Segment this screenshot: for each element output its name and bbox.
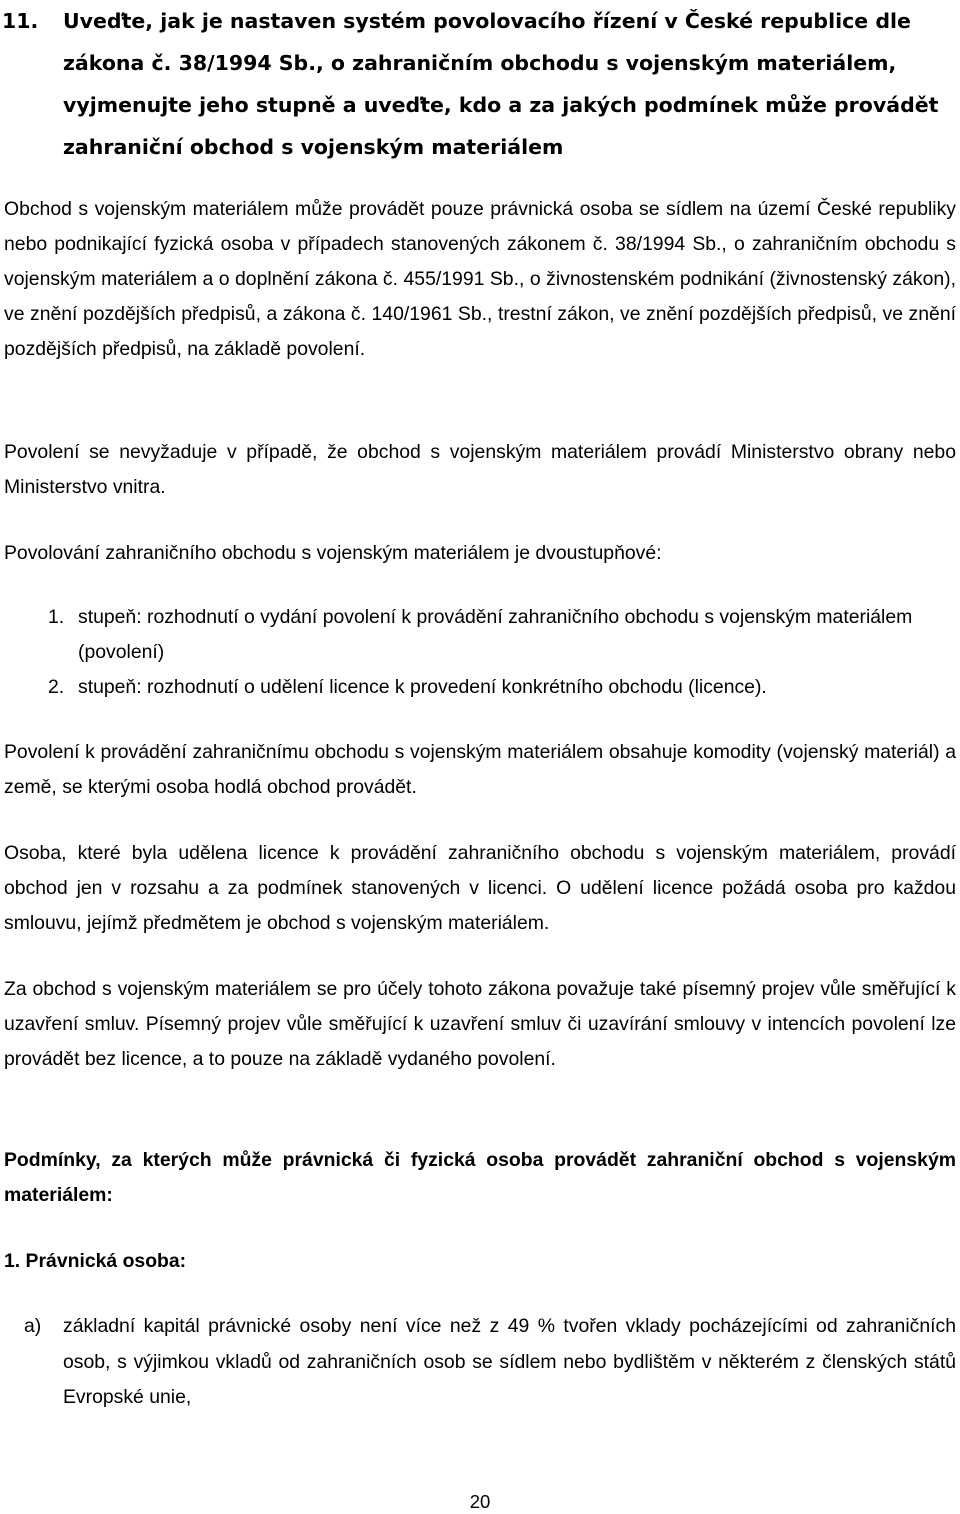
- heading-number: 11.: [2, 9, 39, 33]
- list-item-number: 2.: [48, 676, 65, 698]
- conditions-list: [24, 1309, 956, 1416]
- list-item: [48, 600, 956, 670]
- paragraph-legal-entity-heading: 1. Právnická osoba:: [4, 1250, 187, 1272]
- heading-text: Uveďte, jak je nastaven systém povolovacího řízení v České republice dle zákona č. 38/1994 Sb., o zahraničním obchodu s vojenským materiálem, vyjmenujte jeho stupně a uveďte, kdo a za jakých podmínek může provádět zahraniční obchod s vojenským materiálem: [63, 9, 939, 159]
- list-item-text: základní kapitál právnické osoby není více než z 49 % tvořen vklady pocházejícími od zahraničních osob, s výjimkou vkladů od zahraničních osob se sídlem nebo bydlištěm v některém z členských států Evropské unie,: [63, 1315, 956, 1408]
- paragraph-permit-content: Povolení k provádění zahraničnímu obchodu s vojenským materiálem obsahuje komodity (vojenský materiál) a země, se kterými osoba hodlá obchod provádět.: [4, 741, 956, 798]
- page-number: 20: [469, 1491, 491, 1512]
- stage-list: [48, 600, 956, 705]
- list-item-letter: a): [24, 1315, 42, 1337]
- list-item-number: 1.: [48, 606, 65, 628]
- paragraph-conditions-heading: Podmínky, za kterých může právnická či fyzická osoba provádět zahraniční obchod s vojenským materiálem:: [4, 1149, 956, 1206]
- paragraph-permit-exemption: Povolení se nevyžaduje v případě, že obchod s vojenským materiálem provádí Ministerstvo obrany nebo Ministerstvo vnitra.: [4, 441, 956, 498]
- list-item-text: stupeň: rozhodnutí o vydání povolení k provádění zahraničního obchodu s vojenským materiálem (povolení): [78, 606, 913, 663]
- paragraph-written-will: Za obchod s vojenským materiálem se pro účely tohoto zákona považuje také písemný projev vůle směřující k uzavření smluv. Písemný projev vůle směřující k uzavření smluv či uzavírání smlouvy v intencích povolení lze provádět bez licence, a to pouze na základě vydaného povolení.: [4, 978, 956, 1070]
- paragraph-licence-scope: Osoba, které byla udělena licence k provádění zahraničního obchodu s vojenským materiálem, provádí obchod jen v rozsahu a za podmínek stanovených v licenci. O udělení licence požádá osoba pro každou smlouvu, jejímž předmětem je obchod s vojenským materiálem.: [4, 842, 956, 934]
- section-heading: [0, 0, 958, 168]
- list-item: [24, 1309, 956, 1416]
- list-item: [48, 670, 956, 705]
- paragraph-two-stage-intro: Povolování zahraničního obchodu s vojenským materiálem je dvoustupňové:: [4, 542, 662, 564]
- paragraph-trade-authorization: Obchod s vojenským materiálem může provádět pouze právnická osoba se sídlem na území České republiky nebo podnikající fyzická osoba v případech stanovených zákonem č. 38/1994 Sb., o zahraničním obchodu s vojenským materiálem a o doplnění zákona č. 455/1991 Sb., o živnostenském podnikání (živnostenský zákon), ve znění pozdějších předpisů, a zákona č. 140/1961 Sb., trestní zákon, ve znění pozdějších předpisů, ve znění pozdějších předpisů, na základě povolení.: [4, 198, 956, 360]
- list-item-text: stupeň: rozhodnutí o udělení licence k provedení konkrétního obchodu (licence).: [78, 676, 767, 698]
